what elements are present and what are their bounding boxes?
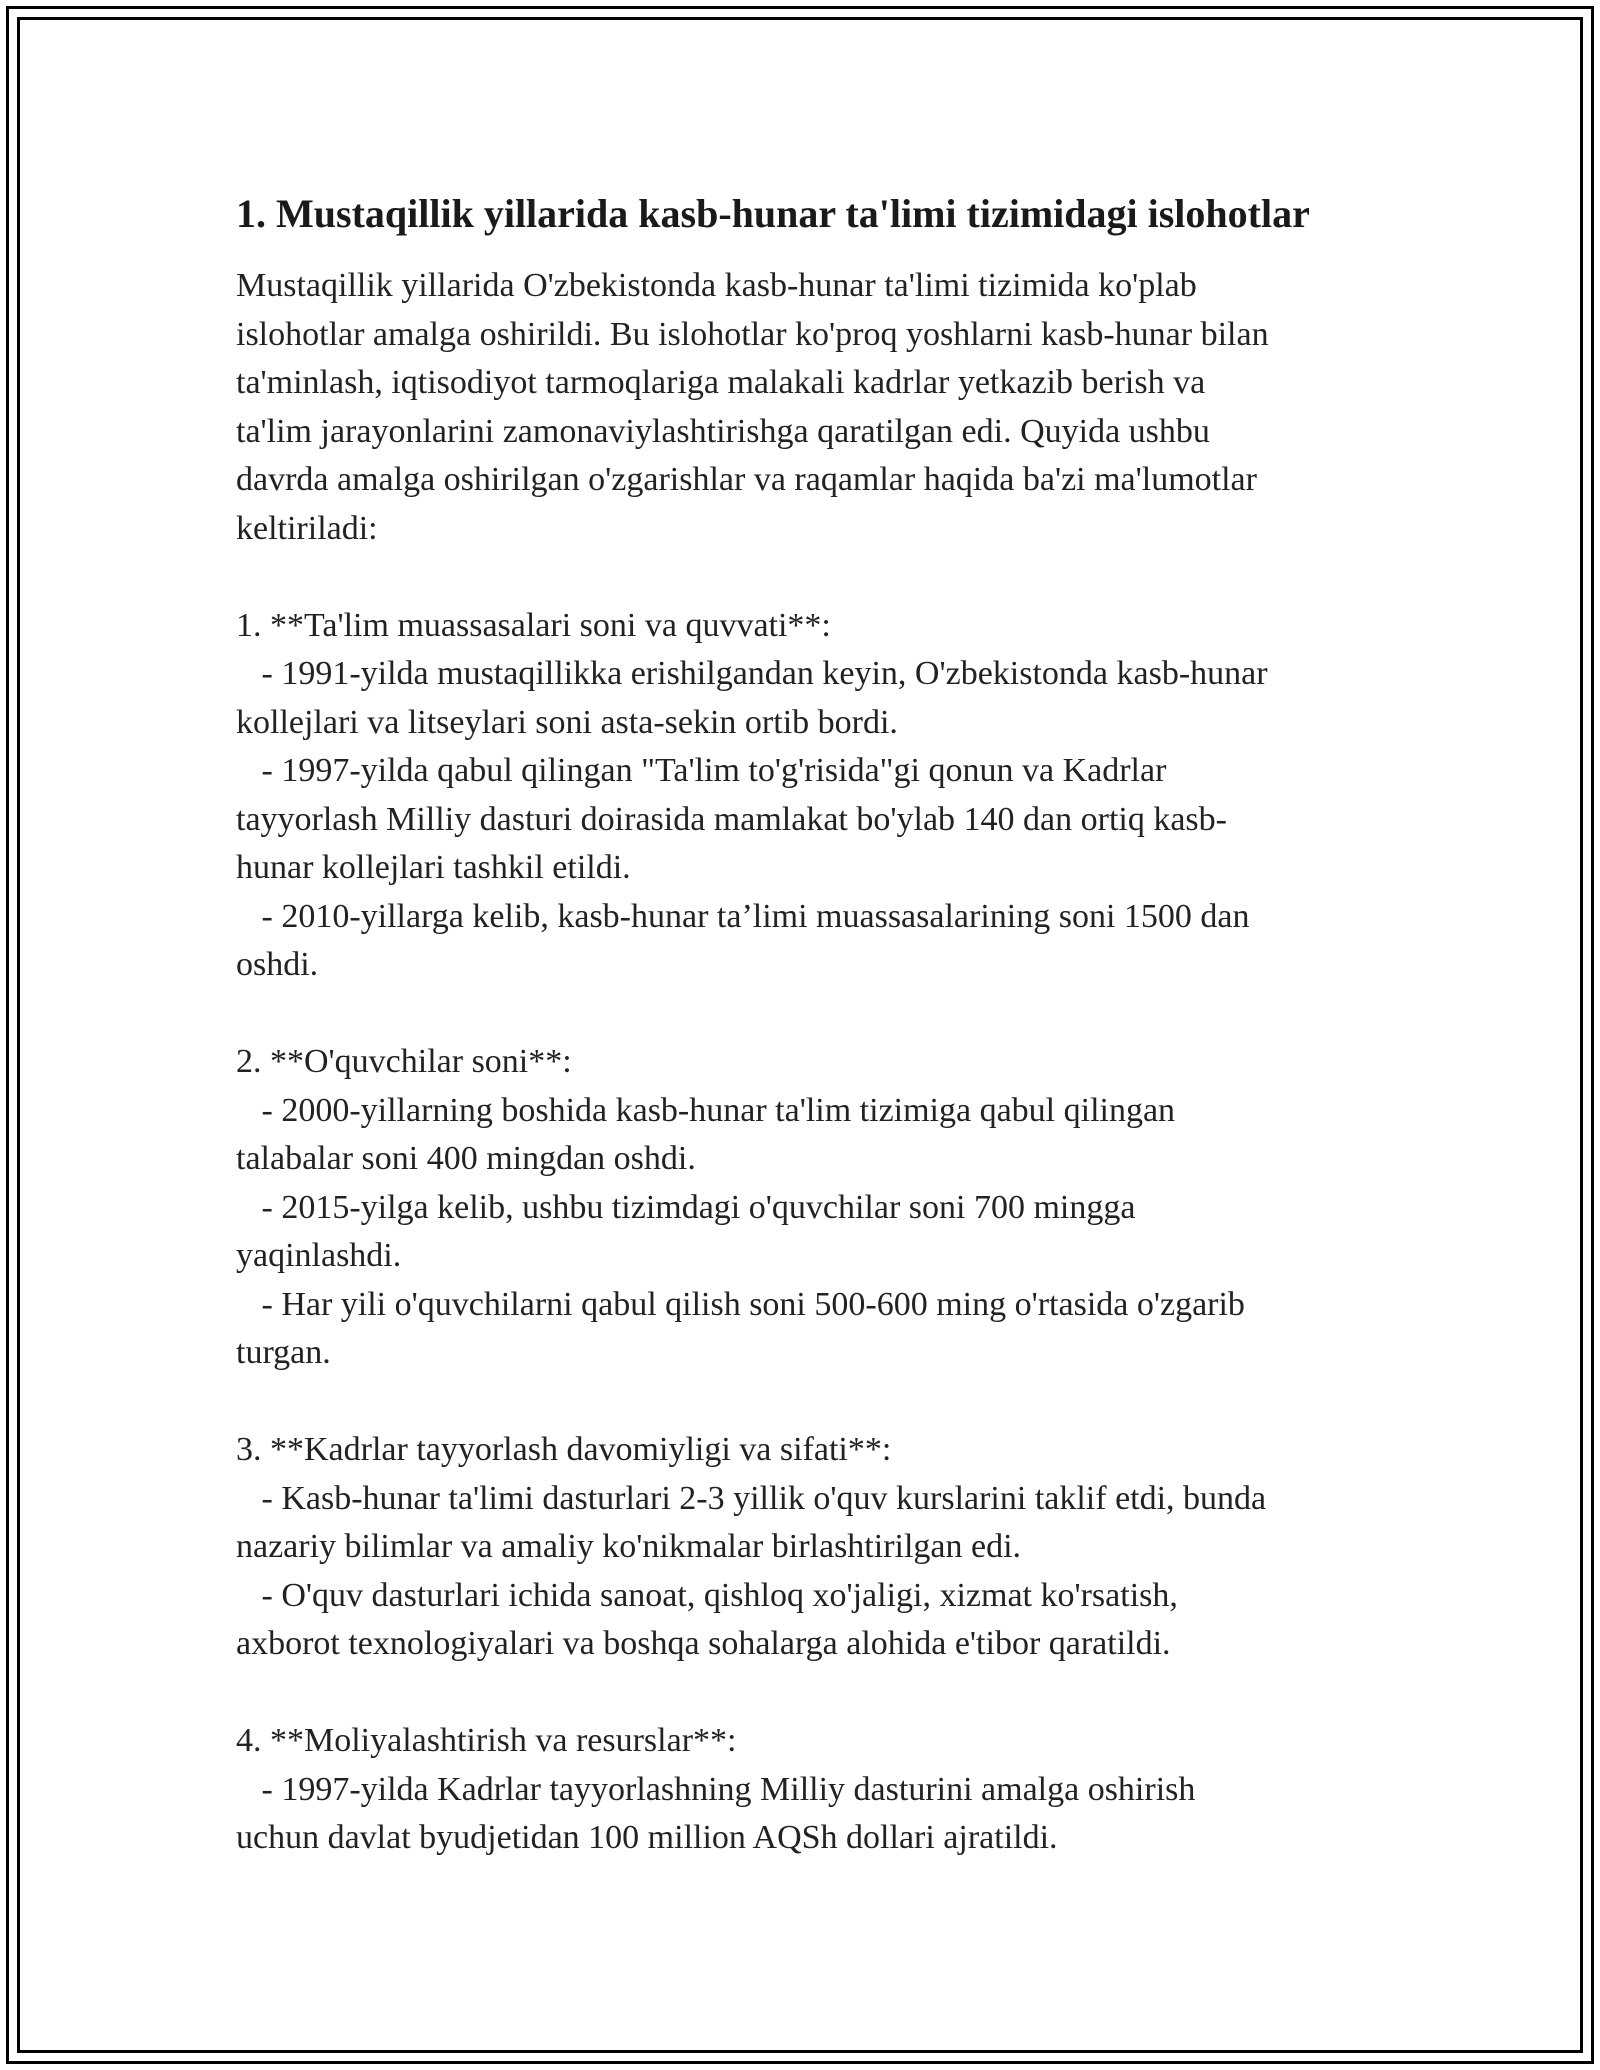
- document-title: 1. Mustaqillik yillarida kasb-hunar ta'limi tizimidagi islohotlar: [236, 191, 1310, 236]
- document-content: [236, 186, 1376, 1863]
- document-body: Mustaqillik yillarida O'zbekistonda kasb-hunar ta'limi tizimida ko'plab islohotlar amalga oshirildi. Bu islohotlar ko'proq yoshlarni kasb-hunar bilan ta'minlash, iqtisodiyot tarmoqlariga malakali kadrlar yetkazib berish va ta'lim jarayonlarini zamonaviylashtirishga qaratilgan edi. Quyida ushbu davrda amalga oshirilgan o'zgarishlar va raqamlar haqida ba'zi ma'lumotlar keltiriladi: 1. **Ta'lim muassasalari soni va quvvati**: - 1991-yilda mustaqillikka erishilgandan keyin, O'zbekistonda kasb-hunar kollejlari va litseylari soni asta-sekin ortib bordi. - 1997-yilda qabul qilingan "Ta'lim to'g'risida"gi qonun va Kadrlar tayyorlash Milliy dasturi doirasida mamlakat bo'ylab 140 dan ortiq kasb- hunar kollejlari tashkil etildi. - 2010-yillarga kelib, kasb-hunar ta’limi muassasalarining soni 1500 dan oshdi. 2. **O'quvchilar soni**: - 2000-yillarning boshida kasb-hunar ta'lim tizimiga qabul qilingan talabalar soni 400 mingdan oshdi. - 2015-yilga kelib, ushbu tizimdagi o'quvchilar soni 700 mingga yaqinlashdi. - Har yili o'quvchilarni qabul qilish soni 500-600 ming o'rtasida o'zgarib turgan. 3. **Kadrlar tayyorlash davomiyligi va sifati**: - Kasb-hunar ta'limi dasturlari 2-3 yillik o'quv kurslarini taklif etdi, bunda nazariy bilimlar va amaliy ko'nikmalar birlashtirilgan edi. - O'quv dasturlari ichida sanoat, qishloq xo'jaligi, xizmat ko'rsatish, axborot texnologiyalari va boshqa sohalarga alohida e'tibor qaratildi. 4. **Moliyalashtirish va resurslar**: - 1997-yilda Kadrlar tayyorlashning Milliy dasturini amalga oshirish uchun davlat byudjetidan 100 million AQSh dollari ajratildi.: [236, 267, 1269, 1856]
